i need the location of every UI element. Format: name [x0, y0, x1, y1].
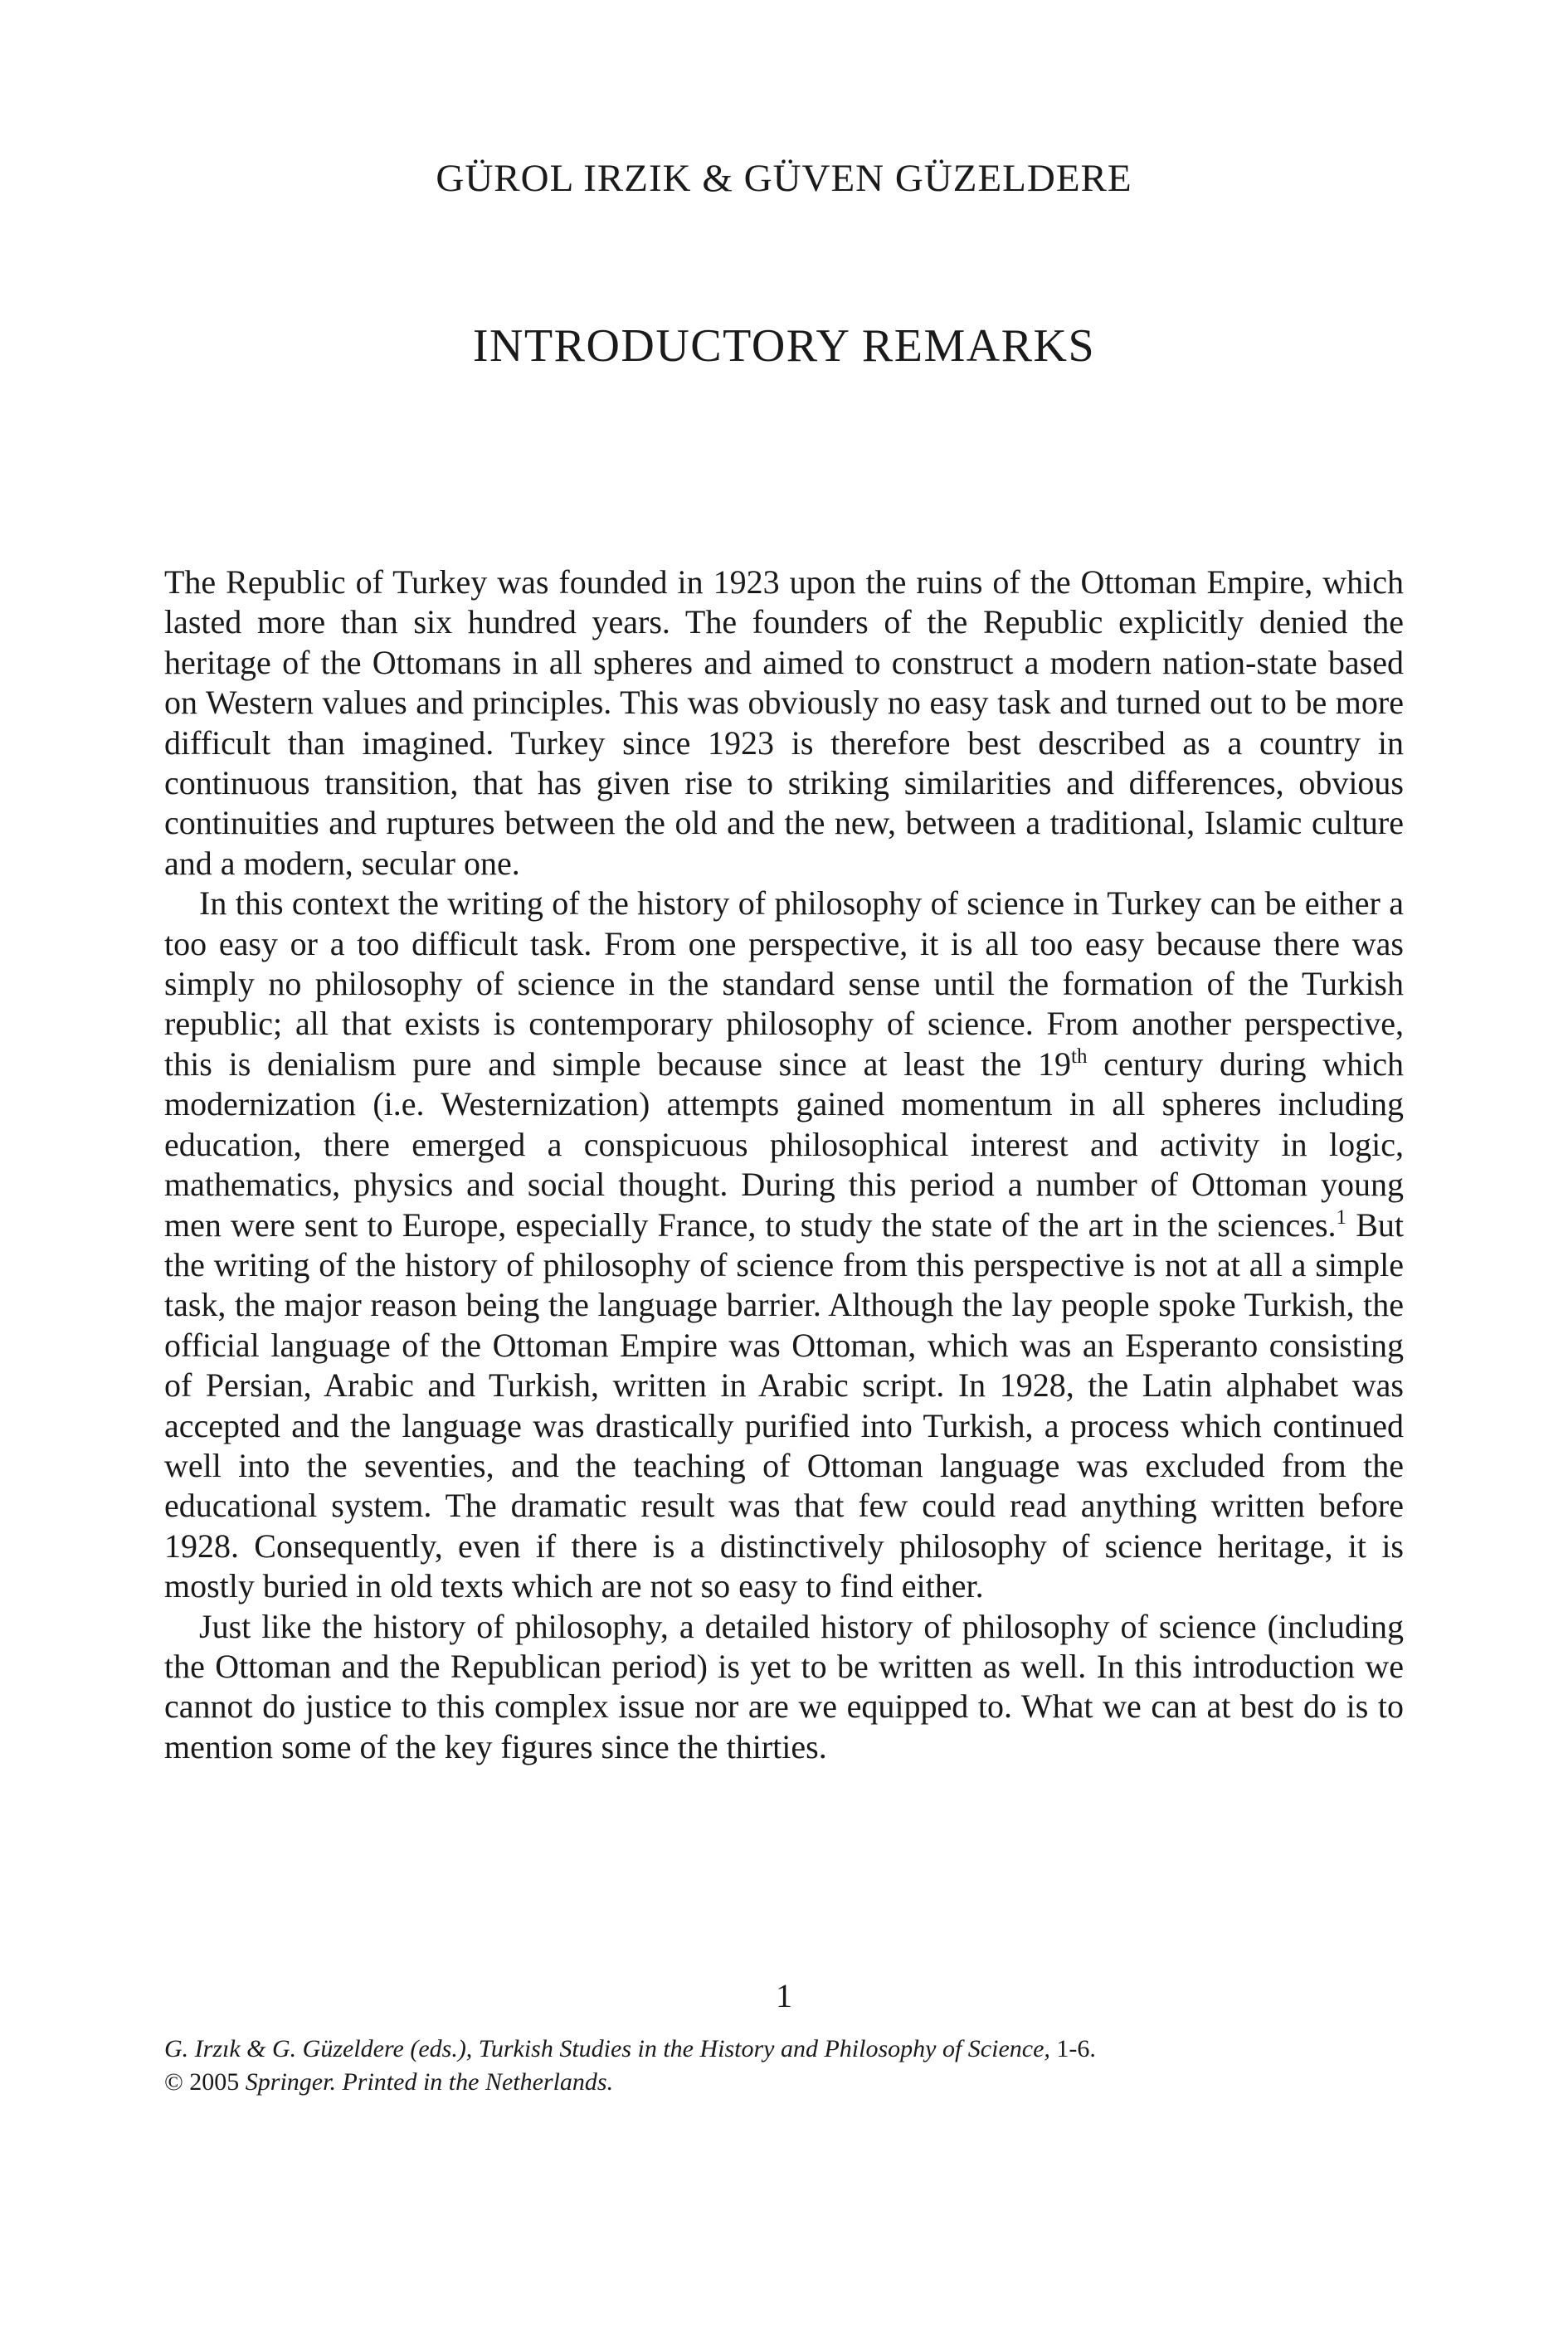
- citation-pages: 1-6.: [1049, 2035, 1096, 2062]
- body-text: [164, 562, 1404, 1767]
- chapter-title: INTRODUCTORY REMARKS: [472, 320, 1096, 372]
- paragraph-2-part-a: In this context the writing of the history of philosophy of science in Turkey can be either a too easy or a too difficult task. From one perspective, it is all too easy because there was simply no philosophy of science in the standard sense until the formation of the Turkish republic; all that exists is contemporary philosophy of science. From another perspective, this is denialism pure and simple because since at least the 19: [164, 884, 1404, 1083]
- paragraph-1: The Republic of Turkey was founded in 1923 upon the ruins of the Ottoman Empire, which lasted more than six hundred years. The founders of the Republic explicitly denied the heritage of the Ottomans in all spheres and aimed to construct a modern nation-state based on Western values and principles. This was obviously no easy task and turned out to be more difficult than imagined. Turkey since 1923 is therefore best described as a country in continuous transition, that has given rise to striking similarities and differences, obvious continuities and ruptures between the old and the new, between a traditional, Islamic culture and a modern, secular one.: [164, 563, 1404, 882]
- copyright-prefix: © 2005: [164, 2068, 246, 2096]
- ordinal-suffix: th: [1071, 1045, 1088, 1068]
- citation-text: G. Irzık & G. Güzeldere (eds.), Turkish Studies in the History and Philosophy of Science,: [164, 2035, 1050, 2062]
- paragraph-2-part-b: century during which modernization (i.e. Westernization) attempts gained momentum in all spheres including education, there emerged a conspicuous philosophical interest and activity in logic, mathematics, physics and social thought. During this period a number of Ottoman young men were sent to Europe, especially France, to study the state of the art in the sciences.: [164, 1045, 1404, 1244]
- paragraph-2: [164, 884, 1404, 1606]
- citation-footer: [164, 2033, 1404, 2099]
- footnote-reference[interactable]: 1: [1336, 1205, 1347, 1229]
- citation-line: [164, 2033, 1404, 2066]
- paragraph-3: Just like the history of philosophy, a detailed history of philosophy of science (including the Ottoman and the Republican period) is yet to be written as well. In this introduction we cannot do justice to this complex issue nor are we equipped to. What we can at best do is to mention some of the key figures since the thirties.: [164, 1607, 1404, 1765]
- copyright-line: [164, 2066, 1404, 2099]
- author-names: GÜROL IRZIK & GÜVEN GÜZELDERE: [436, 157, 1132, 200]
- publisher-text: Springer. Printed in the Netherlands.: [245, 2068, 614, 2096]
- paragraph-2-part-c: But the writing of the history of philosophy of science from this perspective is not at all a simple task, the major reason being the language barrier. Although the lay people spoke Turkish, the official language of the Ottoman Empire was Ottoman, which was an Esperanto consisting of Persian, Arabic and Turkish, written in Arabic script. In 1928, the Latin alphabet was accepted and the language was drastically purified into Turkish, a process which continued well into the seventies, and the teaching of Ottoman language was excluded from the educational system. The dramatic result was that few could read anything written before 1928. Consequently, even if there is a distinctively philosophy of science heritage, it is mostly buried in old texts which are not so easy to find either.: [164, 1205, 1405, 1605]
- page-number: 1: [776, 1977, 792, 2014]
